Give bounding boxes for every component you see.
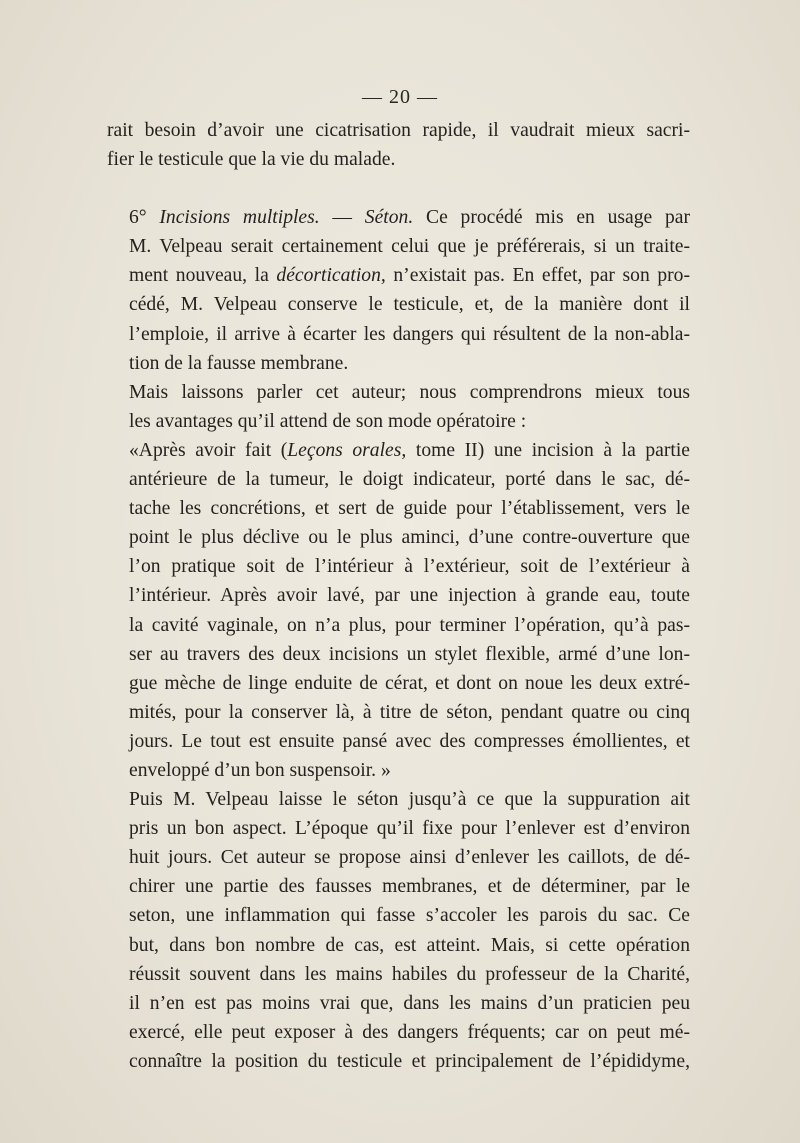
title-dash: — [319,207,365,229]
text-fragment: Ce procédé mis en usage par [413,207,691,229]
text-line: mités, pour la conserver là, à titre de séton, pendant quatre ou cinq [129,701,690,723]
text-line: l’intérieur. Après avoir lavé, par une injection à grande eau, toute [129,585,690,607]
text-line: exercé, elle peut exposer à des dangers fréquents; car on peut mé- [129,1021,690,1043]
text-line: but, dans bon nombre de cas, est atteint. Mais, si cette opération [129,934,690,956]
paragraph-incisions-multiples [107,203,690,378]
text-line: cédé, M. Velpeau conserve le testicule, et, de la manière dont il [129,294,690,316]
text-line: ser au travers des deux incisions un stylet flexible, armé d’une lon- [129,643,690,665]
text-line: point le plus déclive ou le plus aminci, d’une contre-ouverture que [129,527,690,549]
text-line [107,436,690,465]
text-line: M. Velpeau serait certainement celui que je préférerais, si un traite- [129,236,690,258]
text-line: connaître la position du testicule et principalement de l’épididyme, [129,1050,690,1072]
text-line: rait besoin d’avoir une cicatrisation rapide, il vaudrait mieux sacri- [107,120,690,141]
paragraph [107,785,690,1076]
text-line: il n’en est pas moins vrai que, dans les mains d’un praticien peu [129,992,690,1014]
italic-term: décortication, [276,265,386,287]
paragraph-continuation [107,116,690,174]
text-line: seton, une inflammation qui fasse s’accoler les parois du sac. Ce [129,905,690,927]
text-line: huit jours. Cet auteur se propose ainsi d’enlever les caillots, de dé- [129,847,690,869]
paragraph [107,378,690,436]
text-line: tache les concrétions, et sert de guide pour l’établissement, vers le [129,498,690,520]
citation-title: Leçons orales, [287,439,407,461]
text-line: gue mèche de linge enduite de cérat, et dont on noue les deux extré- [129,672,690,694]
text-line: les avantages qu’il attend de son mode opératoire : [129,410,527,432]
paragraph-quotation [107,436,690,785]
text-line: l’emploie, il arrive à écarter les dangers qui résultent de la non-abla- [129,323,690,345]
text-line: pris un bon aspect. L’époque qu’il fixe pour l’enlever est d’environ [129,818,690,840]
text-line: fier le testicule que la vie du malade. [107,149,396,171]
text-line: enveloppé d’un bon suspensoir. » [129,759,391,781]
text-line: la cavité vaginale, on n’a plus, pour terminer l’opération, qu’à pas- [129,614,690,636]
text-line [107,203,690,232]
section-subtitle: Séton. [364,207,414,229]
text-fragment: «Après avoir fait ( [129,439,288,461]
text-fragment: ment nouveau, la [129,265,277,287]
text-line: chirer une partie des fausses membranes, et de déterminer, par le [129,876,690,898]
text-fragment: tome II) une incision à la partie [406,439,690,461]
text-line: Mais laissons parler cet auteur; nous comprendrons mieux tous [129,381,690,403]
text-line: Puis M. Velpeau laisse le séton jusqu’à ce que la suppuration ait [129,789,690,811]
text-line: l’on pratique soit de l’intérieur à l’extérieur, soit de l’extérieur à [129,556,690,578]
text-line: antérieure de la tumeur, le doigt indicateur, porté dans le sac, dé- [129,469,690,491]
section-number: 6° [129,207,160,229]
text-line [107,261,690,290]
text-line: tion de la fausse membrane. [129,352,349,374]
body-text [107,116,690,1076]
text-line: réussit souvent dans les mains habiles du professeur de la Charité, [129,963,690,985]
text-line: jours. Le tout est ensuite pansé avec des compresses émollientes, et [129,730,690,752]
page-number-header: — 20 — [362,86,438,108]
section-title: Incisions multiples. [159,207,320,229]
text-fragment: n’existait pas. En effet, par son pro- [385,265,690,287]
